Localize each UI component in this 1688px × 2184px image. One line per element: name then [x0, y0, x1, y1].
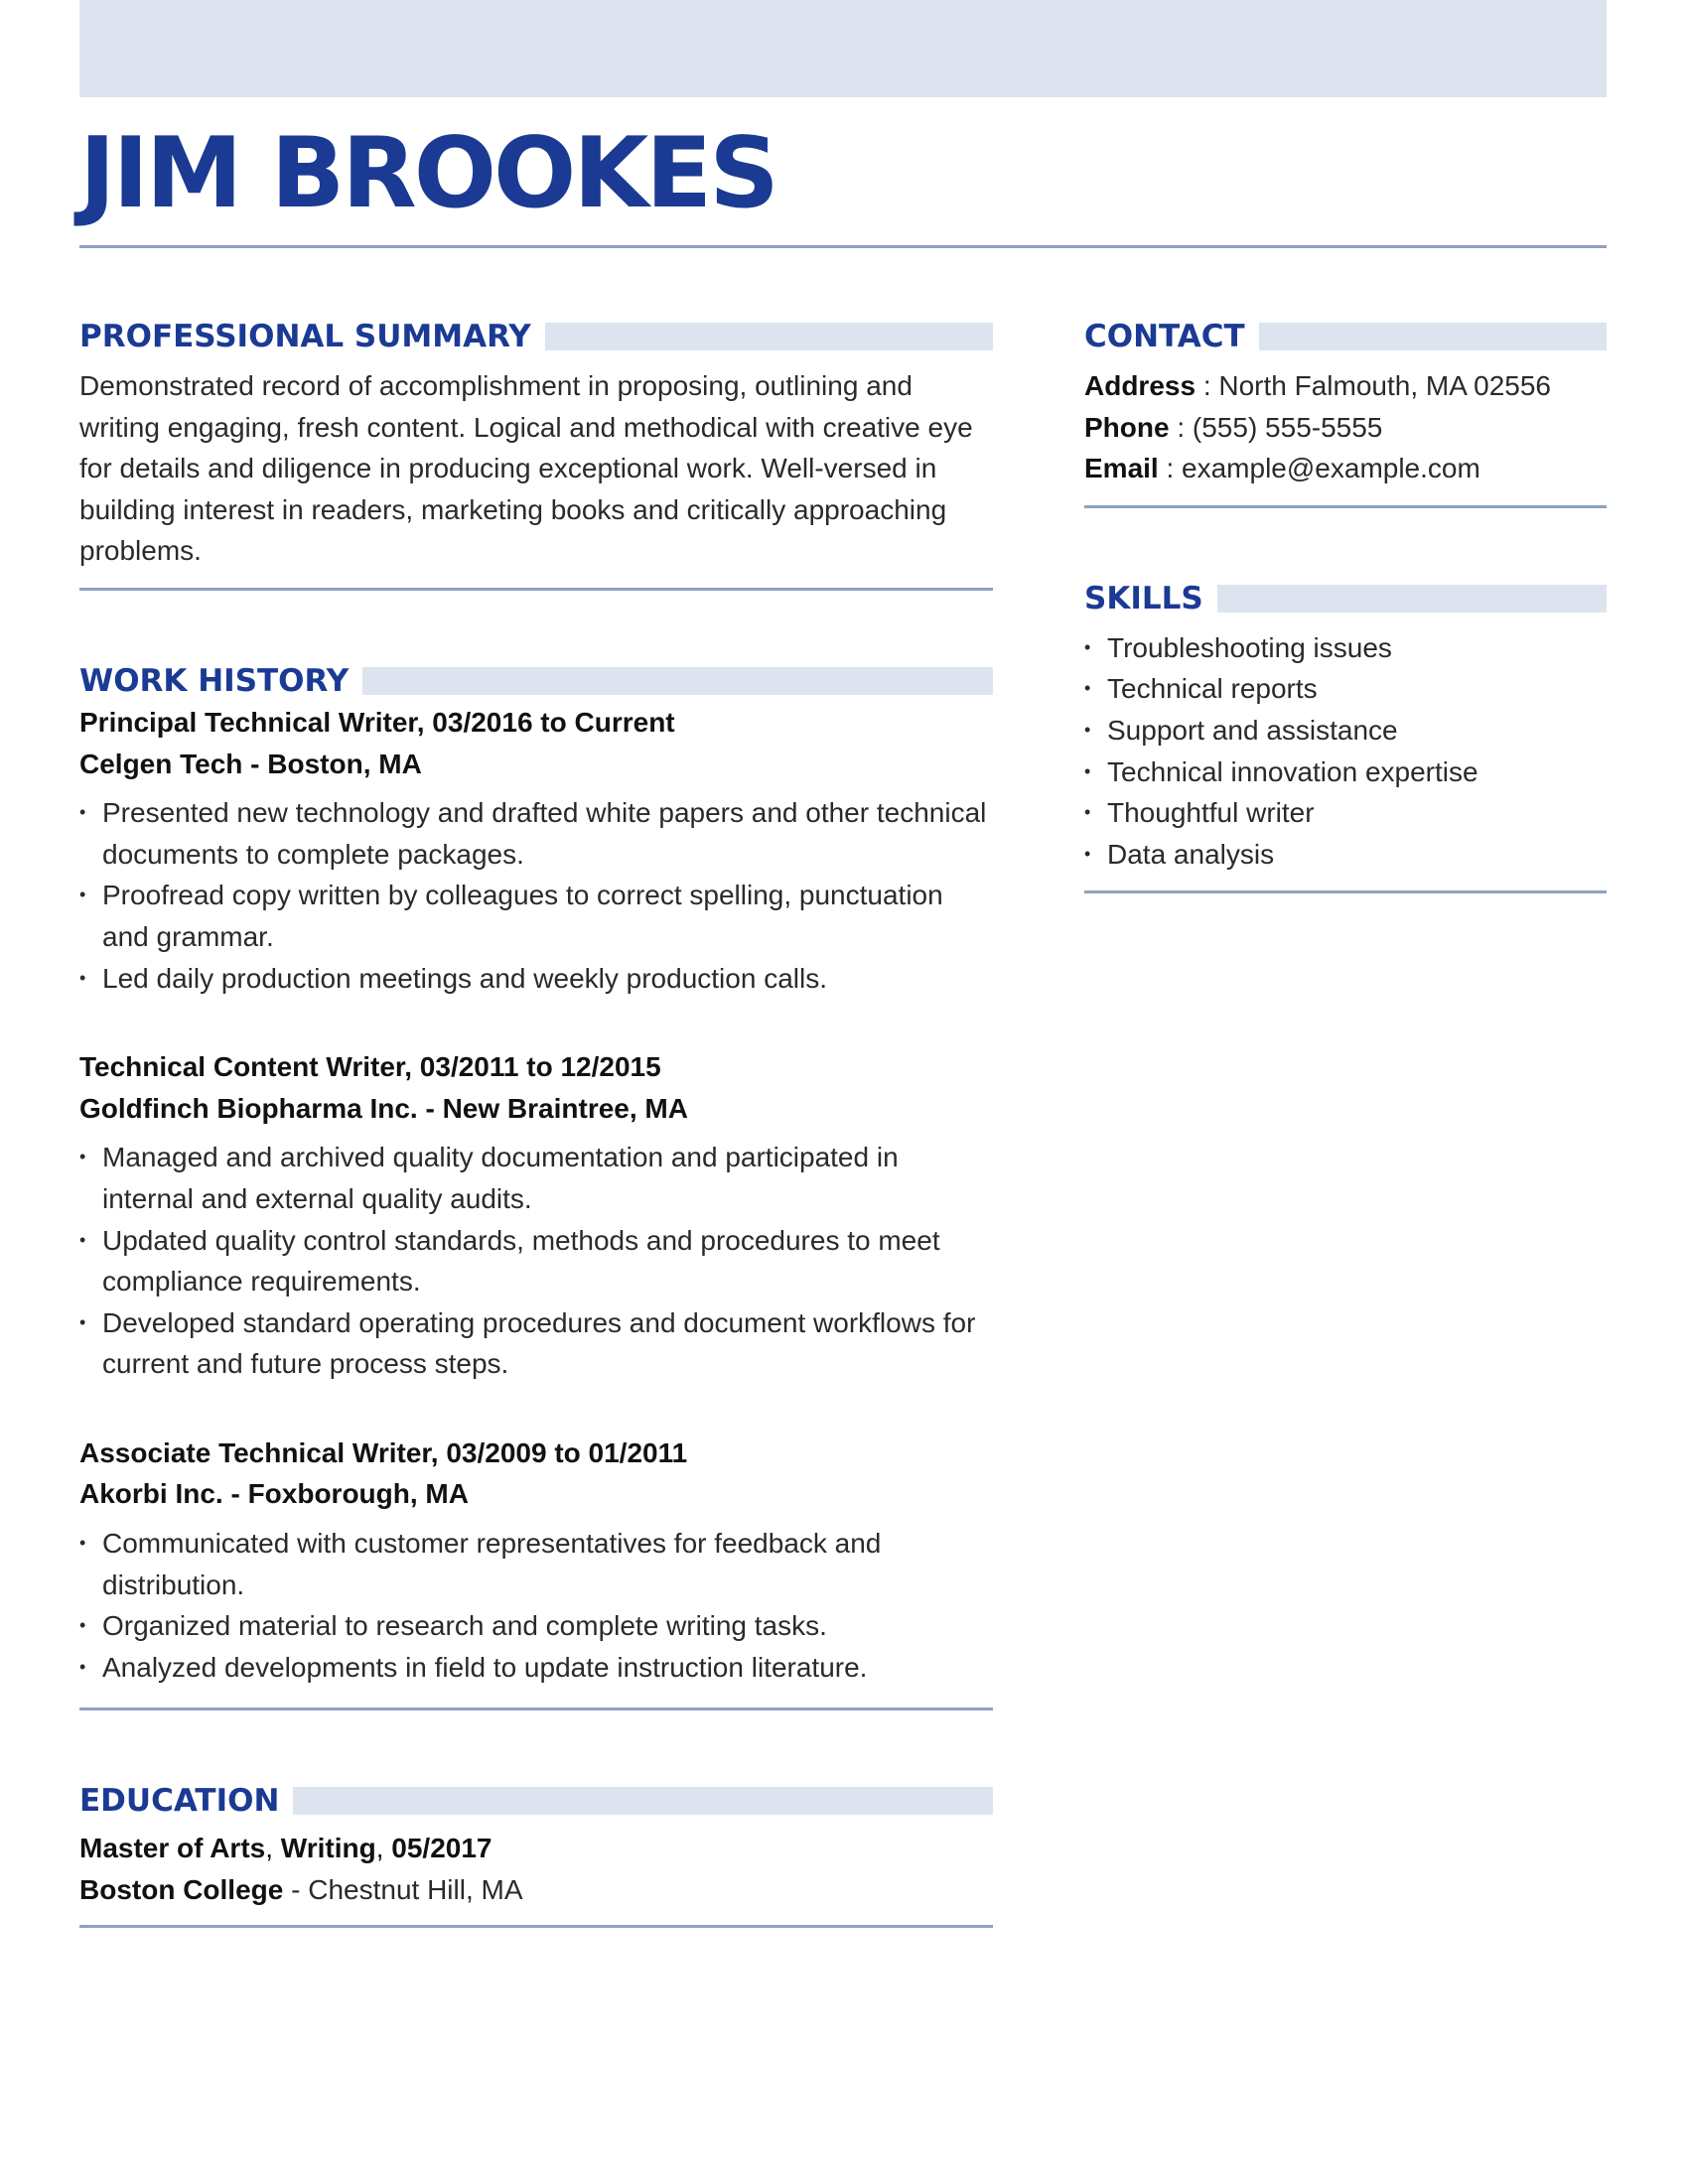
contact-phone — [1084, 407, 1607, 449]
education-degree: Master of Arts — [79, 1833, 266, 1864]
job-entry — [79, 702, 993, 999]
contact-email-label: Email — [1084, 453, 1159, 484]
education-school: Boston College — [79, 1874, 284, 1906]
summary-heading — [79, 316, 993, 357]
summary-heading-bar — [545, 323, 993, 350]
work-history-heading-bar — [362, 667, 993, 695]
education-school-line — [79, 1869, 993, 1911]
job-bullet: • Communicated with customer representatives for feedback and distribution. — [79, 1523, 993, 1605]
job-bullet: • Updated quality control standards, methods and procedures to meet compliance requirements. — [79, 1220, 993, 1302]
contact-phone-value: : (555) 555-5555 — [1169, 411, 1383, 443]
contact-email — [1084, 448, 1607, 489]
side-column — [1084, 316, 1607, 893]
header-band — [79, 0, 1607, 97]
skills-heading — [1084, 578, 1607, 619]
job-bullet: • Proofread copy written by colleagues to correct spelling, punctuation and grammar. — [79, 875, 993, 957]
contact-details — [1084, 365, 1607, 489]
contact-section — [1084, 316, 1607, 508]
skill-item: • Technical reports — [1084, 668, 1607, 710]
skills-list — [1084, 627, 1607, 876]
work-history-section — [79, 660, 993, 1710]
contact-address-label: Address — [1084, 370, 1196, 401]
education-divider — [79, 1925, 993, 1928]
education-section — [79, 1780, 993, 1927]
job-entry — [79, 1046, 993, 1385]
summary-section — [79, 316, 993, 591]
job-company: Celgen Tech - Boston, MA — [79, 748, 422, 779]
skills-divider — [1084, 890, 1607, 893]
job-bullet: • Presented new technology and drafted white papers and other technical documents to complete packages. — [79, 792, 993, 875]
skill-item: • Data analysis — [1084, 834, 1607, 876]
contact-address-value: : North Falmouth, MA 02556 — [1196, 370, 1552, 401]
education-separator: , — [265, 1833, 281, 1864]
contact-heading — [1084, 316, 1607, 357]
education-date: 05/2017 — [391, 1833, 492, 1864]
job-title: Principal Technical Writer, 03/2016 to Current — [79, 706, 675, 738]
job-bullet: • Analyzed developments in field to update instruction literature. — [79, 1647, 993, 1689]
education-title: EDUCATION — [79, 1783, 280, 1820]
job-bullets — [79, 1523, 993, 1688]
header-divider — [79, 245, 1607, 248]
main-column — [79, 316, 993, 1928]
job-company: Akorbi Inc. - Foxborough, MA — [79, 1478, 469, 1510]
summary-text: Demonstrated record of accomplishment in proposing, outlining and writing engaging, fresh content. Logical and methodical with creative eye for details and diligence in producing exceptional work. Well-versed in building interest in readers, marketing books and critically approaching problems. — [79, 370, 973, 567]
contact-divider — [1084, 505, 1607, 508]
job-bullets — [79, 792, 993, 999]
job-entry — [79, 1433, 993, 1689]
education-degree-line — [79, 1828, 993, 1869]
skills-section — [1084, 578, 1607, 894]
summary-divider — [79, 588, 993, 591]
work-history-title: WORK HISTORY — [79, 662, 350, 699]
work-history-heading — [79, 660, 993, 702]
contact-email-value: : example@example.com — [1158, 453, 1480, 484]
skill-item: • Support and assistance — [1084, 710, 1607, 751]
education-separator: , — [375, 1833, 392, 1864]
contact-heading-bar — [1259, 323, 1607, 350]
contact-title: CONTACT — [1084, 319, 1245, 354]
skills-title: SKILLS — [1084, 580, 1203, 616]
education-field: Writing — [280, 1833, 376, 1864]
education-heading-bar — [293, 1787, 993, 1815]
summary-title: PROFESSIONAL SUMMARY — [79, 319, 531, 354]
contact-address — [1084, 365, 1607, 407]
job-bullet: • Led daily production meetings and weekly production calls. — [79, 958, 993, 1000]
skill-item: • Technical innovation expertise — [1084, 751, 1607, 793]
job-bullet: • Managed and archived quality documentation and participated in internal and external quality audits. — [79, 1137, 993, 1219]
job-company: Goldfinch Biopharma Inc. - New Braintree, MA — [79, 1092, 688, 1124]
education-heading — [79, 1780, 993, 1822]
job-title: Associate Technical Writer, 03/2009 to 01/2011 — [79, 1436, 688, 1468]
job-bullet: • Organized material to research and complete writing tasks. — [79, 1605, 993, 1647]
work-history-divider — [79, 1707, 993, 1710]
job-title: Technical Content Writer, 03/2011 to 12/2015 — [79, 1051, 661, 1083]
contact-phone-label: Phone — [1084, 411, 1170, 443]
job-bullets — [79, 1137, 993, 1385]
job-bullet: • Developed standard operating procedures and document workflows for current and future process steps. — [79, 1302, 993, 1385]
candidate-name: JIM BROOKES — [79, 117, 776, 230]
skills-heading-bar — [1217, 585, 1607, 613]
skill-item: • Thoughtful writer — [1084, 792, 1607, 834]
education-location: - Chestnut Hill, MA — [283, 1874, 523, 1906]
skill-item: • Troubleshooting issues — [1084, 627, 1607, 669]
